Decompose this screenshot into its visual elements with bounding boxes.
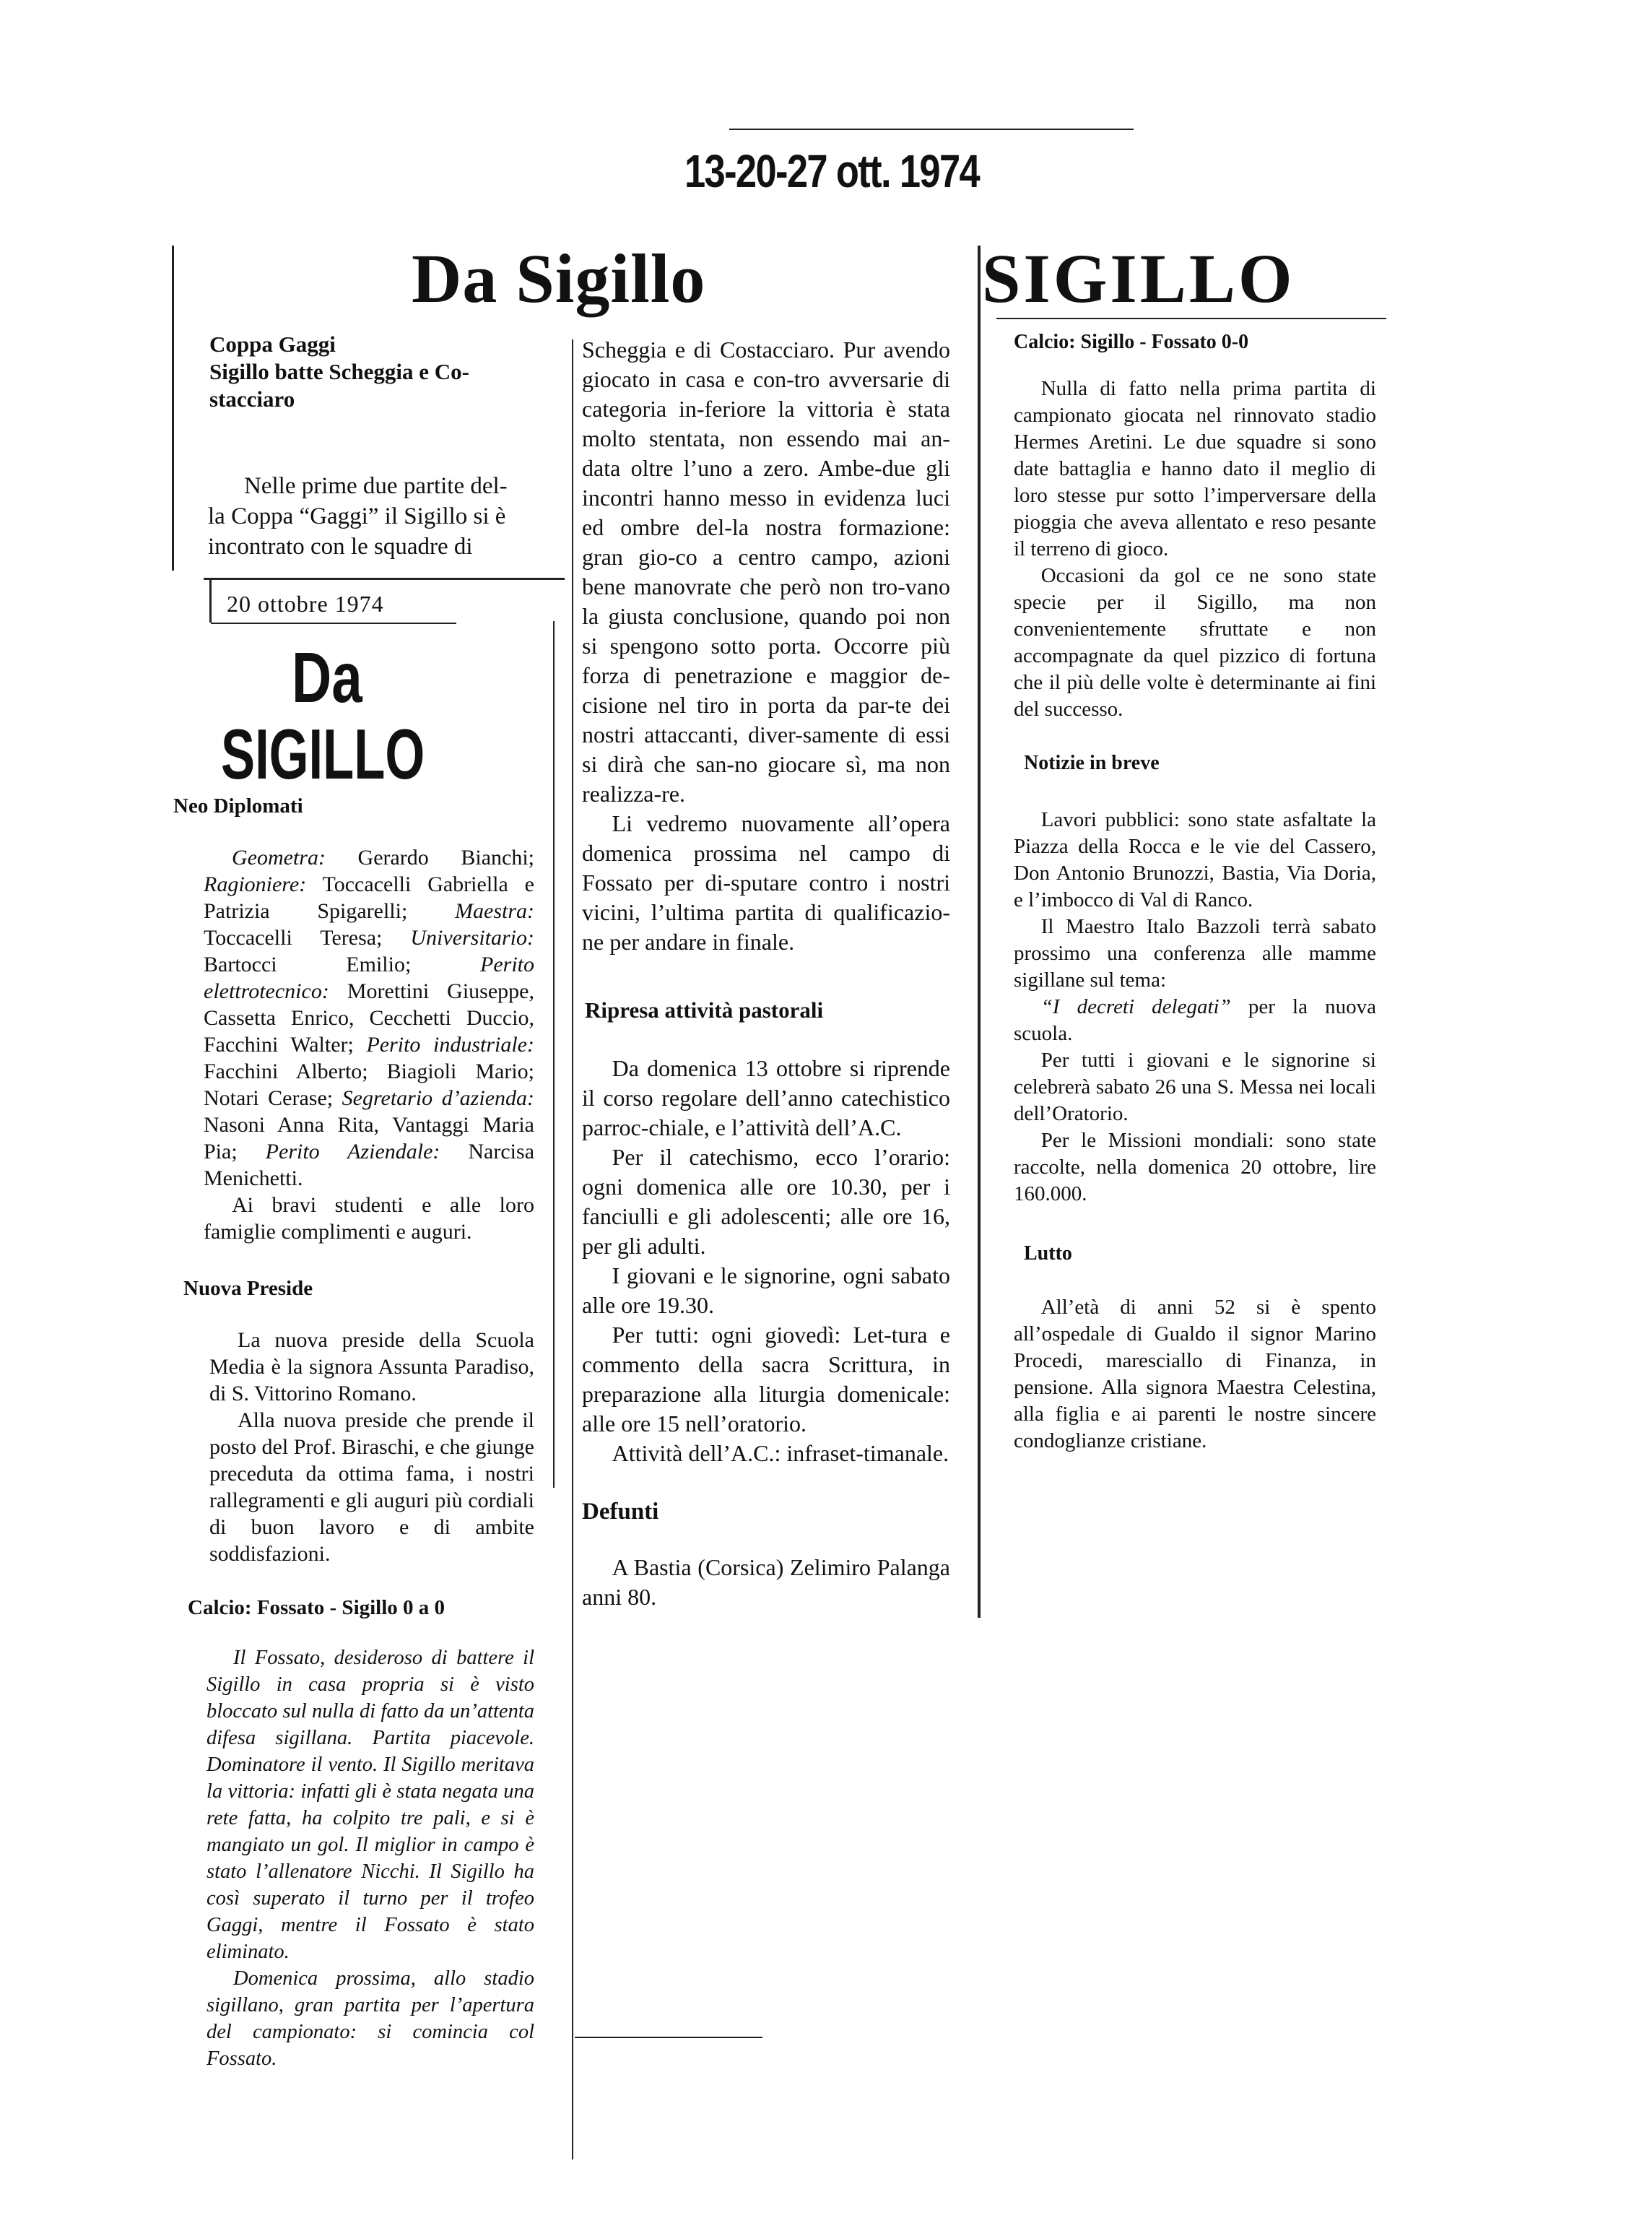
clip-a-col2 <box>582 335 950 1612</box>
clip-b-date-bottom <box>211 623 456 624</box>
clip-a-col1-text <box>208 471 562 562</box>
calcio-fossato-para: Domenica prossima, allo stadio sigillano, gran partita per l’apertura del campionato: si comincia col Fossato. <box>206 1967 534 2070</box>
lutto-text: All’età di anni 52 si è spento all’ospedale di Gualdo il signor Marino Procedi, maresciallo di Finanza, in pensione. Alla signora Maestra Celestina, alla figlia e ai parenti le nostre sincere condoglianze cristiane. <box>1014 1296 1376 1452</box>
top-rule <box>729 129 1134 130</box>
clip-a-headline <box>209 331 570 413</box>
names-text: Toccacelli Gabriella e Patrizia Spigarelli; <box>204 872 534 923</box>
clip-b-content <box>173 794 534 2072</box>
lutto-heading: Lutto <box>1024 1242 1072 1265</box>
text-line: incontrato con le squadre di <box>208 534 473 560</box>
notizie-para: Per tutti i giovani e le signorine si celebrerà sabato 26 una S. Messa nei locali dell’Oratorio. <box>1014 1049 1376 1125</box>
role-label: Perito industriale: <box>366 1033 534 1057</box>
names-text: Bartocci Emilio; <box>204 953 480 976</box>
role-label: Universitario: <box>410 926 534 950</box>
names-text: Facchini Alberto; Biagioli Mario; Notari Cerase; <box>204 1060 534 1110</box>
notizie-heading: Notizie in breve <box>1024 752 1160 774</box>
role-label: Ragioniere: <box>204 872 307 896</box>
preside-para: Alla nuova preside che prende il posto del Prof. Biraschi, e che giunge preceduta da ottima fama, i nostri rallegramenti e gli auguri più cordiali di buon lavoro e di ambite soddisfazioni. <box>209 1408 534 1566</box>
defunti-text: A Bastia (Corsica) Zelimiro Palanga anni 80. <box>582 1554 950 1610</box>
calcio-fossato-heading: Calcio: Fossato - Sigillo 0 a 0 <box>188 1596 445 1619</box>
col2-para: Scheggia e di Costacciaro. Pur avendo giocato in casa e con-tro avversarie di categoria in-feriore la vittoria è stata molto stentata, non essendo mai an-data oltre l’uno a zero. Ambe-due gli incontri hanno messo in evidenza luci ed ombre del-la nostra formazione: gran gio-co a centro campo, azioni bene manovrate che però non tro-vano la giusta conclusione, quando poi non si spengono sotto porta. Occorre più forza di penetrazione e maggior de-cisione nel tiro in porta da par-te dei nostri attaccanti, diver-samente di essi si dirà che san-no giocare sì, ma non realizza-re. <box>582 337 950 807</box>
names-text: Narcisa Menichetti. <box>204 1140 535 1190</box>
nuova-preside-heading: Nuova Preside <box>183 1277 313 1300</box>
clip-b-date-rule <box>204 578 565 580</box>
neo-diplomati-heading: Neo Diplomati <box>173 794 303 818</box>
defunti-heading: Defunti <box>582 1499 659 1525</box>
clip-b-title-da: Da <box>292 638 362 717</box>
clip-a-title: Da Sigillo <box>412 240 706 317</box>
clip-c-calcio-heading: Calcio: Sigillo - Fossato 0-0 <box>1014 331 1249 353</box>
pastorali-para: I giovani e le signorine, ogni sabato alle ore 19.30. <box>582 1262 950 1318</box>
pastorali-para: Per tutti: ogni giovedì: Let-tura e commento della sacra Scrittura, in preparazione alla liturgia domenicale: alle ore 15 nell’oratorio. <box>582 1322 950 1436</box>
neo-closing: Ai bravi studenti e alle loro famiglie complimenti e auguri. <box>204 1193 534 1244</box>
clip-c-calcio-para: Nulla di fatto nella prima partita di campionato giocata nel rinnovato stadio Hermes Aretini. Le due squadre si sono date battaglia e hanno dato il meglio di loro stesse pur sotto l’imperversare della pioggia che aveva allentato e reso pesante il terreno di gioco. <box>1014 377 1376 560</box>
names-text: Toccacelli Teresa; <box>204 926 411 950</box>
clip-c-left-rule <box>978 246 981 1618</box>
role-label: Perito elettrotecnico: <box>204 953 534 1003</box>
neo-diplomati-text <box>204 844 534 1192</box>
date-header: 13-20-27 ott. 1974 <box>684 145 980 197</box>
clip-c-title: SIGILLO <box>982 240 1295 317</box>
pastorali-para: Per il catechismo, ecco l’orario: ogni domenica alle ore 10.30, per i fanciulli e gli adolescenti; alle ore 16, per gli adulti. <box>582 1144 950 1259</box>
names-text: Gerardo Bianchi; <box>325 846 534 870</box>
clip-b-date: 20 ottobre 1974 <box>227 591 384 617</box>
clip-b-date-left <box>209 578 212 623</box>
clip-c-content <box>1014 331 1376 1455</box>
notizie-para: Per le Missioni mondiali: sono state raccolte, nella domenica 20 ottobre, lire 160.000. <box>1014 1129 1376 1205</box>
role-label: Perito Aziendale: <box>265 1140 440 1164</box>
col2-para: Li vedremo nuovamente all’opera domenica prossima nel campo di Fossato per di-sputare contro i nostri vicini, l’ultima partita di qualificazio-ne per andare in finale. <box>582 810 950 955</box>
clip-c-title-rule <box>996 318 1386 319</box>
tema-tail: per la nuova scuola. <box>1014 995 1376 1045</box>
clip-b-title-sigillo: SIGILLO <box>221 714 425 794</box>
pastorali-para: Attività dell’A.C.: infraset-timanale. <box>612 1440 949 1466</box>
clip-c-calcio-para: Occasioni da gol ce ne sono state specie per il Sigillo, ma non convenientemente sfruttate e non accompagnate da quel pizzico di fortuna che il più delle volte è determinante ai fini del successo. <box>1014 564 1376 721</box>
clip-b-right-rule <box>553 621 555 1488</box>
calcio-fossato-para: Il Fossato, desideroso di battere il Sigillo in casa propria si è visto bloccato sul nulla di fatto da un’attenta difesa sigillana. Partita piacevole. Dominatore il vento. Il Sigillo meritava la vittoria: infatti gli è stata negata una rete fatta, ha colpito tre pali, e si è mangiato un gol. Il miglior in campo è stato l’allenatore Nicchi. Il Sigillo ha così superato il turno per il trofeo Gaggi, mentre il Fossato è stato eliminato. <box>206 1647 534 1963</box>
headline-line: Sigillo batte Scheggia e Co- <box>209 359 469 384</box>
role-label: Segretario d’azienda: <box>342 1086 534 1110</box>
text-line: la Coppa “Gaggi” il Sigillo si è <box>208 503 506 529</box>
names-text: Morettini Giuseppe, Cassetta Enrico, Cecchetti Duccio, Facchini Walter; <box>204 979 534 1057</box>
headline-line: Coppa Gaggi <box>209 332 336 357</box>
role-label: Maestra: <box>455 899 534 923</box>
clip-a-left-rule <box>172 246 174 571</box>
role-label: Geometra: <box>232 846 326 870</box>
notizie-para: Il Maestro Italo Bazzoli terrà sabato prossimo una conferenza alle mamme sigillane sul tema: <box>1014 915 1376 992</box>
defunti-bottom-rule <box>575 2037 762 2038</box>
headline-line: stacciaro <box>209 386 295 412</box>
tema-title: “I decreti delegati” <box>1040 995 1231 1018</box>
notizie-tema <box>1014 994 1376 1047</box>
preside-para: La nuova preside della Scuola Media è la signora Assunta Paradiso, di S. Vittorino Romano. <box>209 1328 534 1405</box>
pastorali-heading: Ripresa attività pastorali <box>585 997 824 1023</box>
notizie-para: Lavori pubblici: sono state asfaltate la Piazza della Rocca e le vie del Cassero, Don Antonio Brunozzi, Bastia, Via Doria, e l’imbocco di Val di Ranco. <box>1014 808 1376 911</box>
clip-a-col-divider <box>572 339 573 2159</box>
text-line: Nelle prime due partite del- <box>244 473 508 499</box>
pastorali-para: Da domenica 13 ottobre si riprende il corso regolare dell’anno catechistico parroc-chiale, e l’attività dell’A.C. <box>582 1055 950 1140</box>
names-text: Nasoni Anna Rita, Vantaggi Maria Pia; <box>204 1113 534 1164</box>
